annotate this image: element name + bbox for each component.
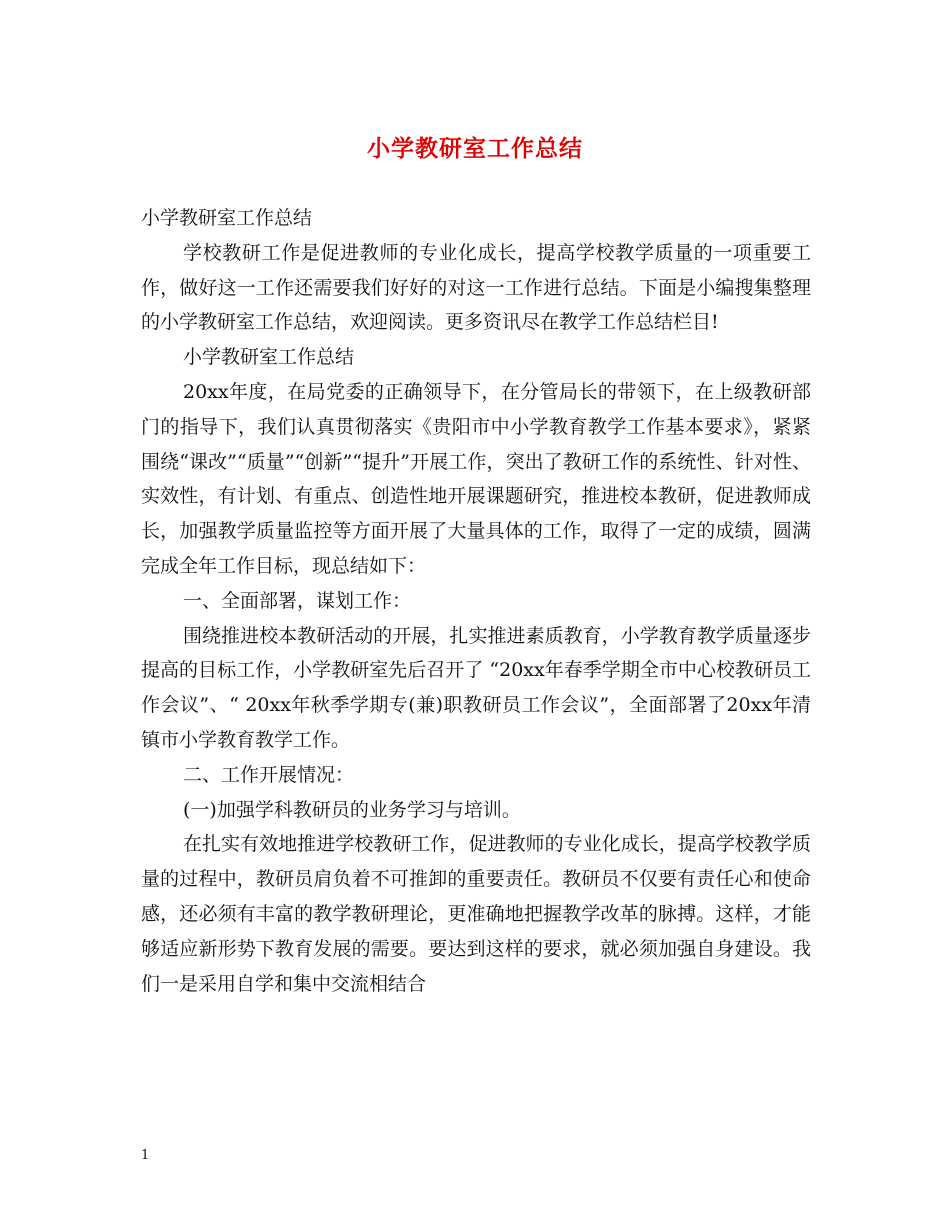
- body-paragraph: 小学教研室工作总结: [183, 346, 355, 369]
- body-paragraph: 围绕推进校本教研活动的开展，扎实推进素质教育，小学教育教学质量逐步提高的目标工作，小学教研室先后召开了 “20xx年春季学期全市中心校教研员工作会议”、“ 20xx年秋季学期专(兼)职教研员工作会议”，全面部署了20xx年清镇市小学教育教学工作。: [141, 624, 811, 751]
- body-paragraph: 20xx年度，在局党委的正确领导下，在分管局长的带领下，在上级教研部门的指导下，我们认真贯彻落实《贵阳市中小学教育教学工作基本要求》，紧紧围绕“课改”“质量”“创新”“提升”开展工作，突出了教研工作的系统性、针对性、实效性，有计划、有重点、创造性地开展课题研究，推进校本教研，促进教师成长，加强教学质量监控等方面开展了大量具体的工作，取得了一定的成绩，圆满完成全年工作目标，现总结如下：: [141, 380, 811, 577]
- document-title: 小学教研室工作总结: [367, 135, 583, 162]
- section-heading: 二、工作开展情况：: [183, 763, 355, 786]
- subsection-heading: (一)加强学科教研员的业务学习与培训。: [183, 798, 521, 821]
- document-body: [141, 201, 811, 1001]
- page-number: 1: [141, 1148, 150, 1163]
- body-paragraph: 学校教研工作是促进教师的专业化成长，提高学校教学质量的一项重要工作，做好这一工作还需要我们好好的对这一工作进行总结。下面是小编搜集整理的小学教研室工作总结，欢迎阅读。更多资讯尽在教学工作总结栏目!: [141, 241, 811, 334]
- body-paragraph: 在扎实有效地推进学校教研工作，促进教师的专业化成长，提高学校教学质量的过程中，教研员肩负着不可推卸的重要责任。教研员不仅要有责任心和使命感，还必须有丰富的教学教研理论，更准确地把握教学改革的脉搏。这样，才能够适应新形势下教育发展的需要。要达到这样的要求，就必须加强自身建设。我们一是采用自学和集中交流相结合: [141, 833, 811, 995]
- body-paragraph: 小学教研室工作总结: [141, 207, 313, 229]
- section-heading: 一、全面部署，谋划工作：: [183, 589, 412, 612]
